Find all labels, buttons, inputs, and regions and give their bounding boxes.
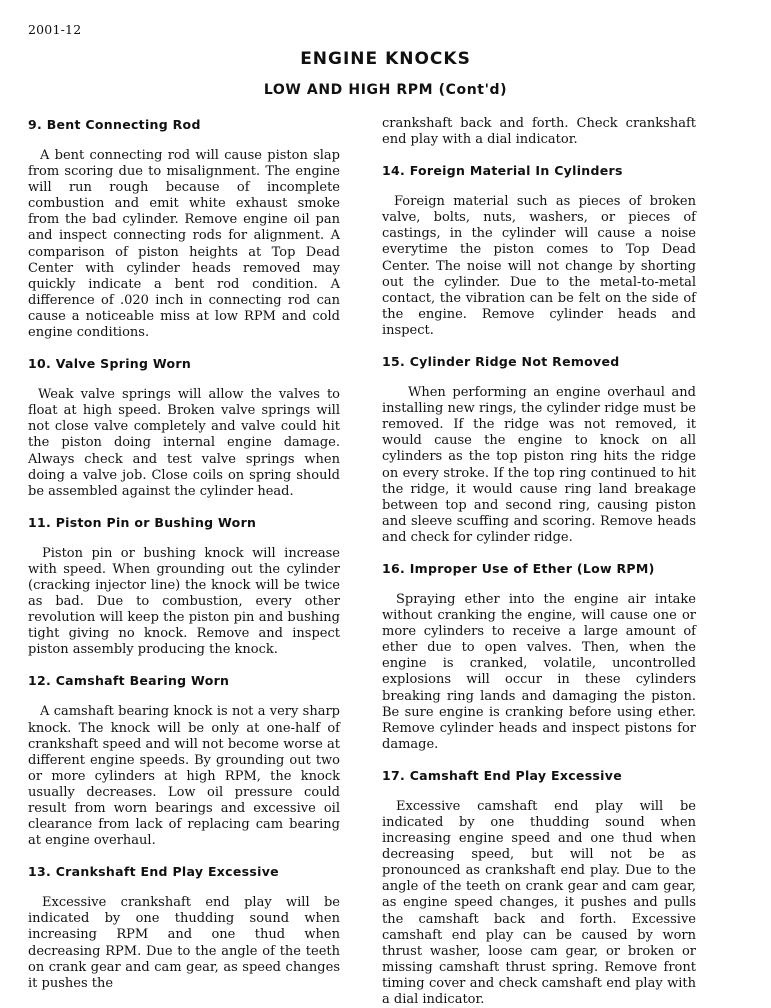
section-heading-camshaft-bearing-worn: 12. Camshaft Bearing Worn <box>28 673 230 689</box>
section-heading-camshaft-end-play: 17. Camshaft End Play Excessive <box>382 767 622 783</box>
section-heading-valve-spring-worn: 10. Valve Spring Worn <box>28 356 192 372</box>
continued-text: crankshaft back and forth. Check crankshaft end play with a dial indicator. <box>382 116 696 148</box>
section-body-crankshaft-end-play: Excessive crankshaft end play will be indicated by one thudding sound when increasing RPM and one thud when decreasing RPM. Due to the angle of the teeth on crank gear and cam gear, as speed changes it pushes the <box>28 895 340 991</box>
section-body-piston-pin-worn: Piston pin or bushing knock will increase with speed. When grounding out the cylinder (cracking injector line) the knock will be twice as bad. Due to combustion, every other revolution will keep the piston pin and bushing tight giving no knock. Remove and inspect piston assembly producing the knock. <box>28 545 340 658</box>
section-heading-cylinder-ridge: 15. Cylinder Ridge Not Removed <box>382 354 620 370</box>
section-heading-piston-pin-worn: 11. Piston Pin or Bushing Worn <box>28 514 257 530</box>
section-heading-bent-connecting-rod: 9. Bent Connecting Rod <box>28 117 201 132</box>
section-heading-improper-ether: 16. Improper Use of Ether (Low RPM) <box>382 560 655 576</box>
right-column <box>382 116 696 1008</box>
section-body-foreign-material: Foreign material such as pieces of broken valve, bolts, nuts, washers, or pieces of castings, in the cylinder will cause a noise everytime the piston comes to Top Dead Center. The noise will not change by shorting out the cylinder. Due to the metal-to-metal contact, the vibration can be felt on the side of the engine. Remove cylinder heads and inspect. <box>382 194 696 338</box>
section-body-improper-ether: Spraying ether into the engine air intake without cranking the engine, will cause one or more cylinders to receive a large amount of ether due to open valves. Then, when the engine is cranked, volatile, uncontrolled explosions will occur in these cylinders breaking ring lands and damaging the piston. Be sure engine is cranking before using ether. Remove cylinder heads and inspect pistons for damage. <box>382 591 696 752</box>
section-body-valve-spring-worn: Weak valve springs will allow the valves to float at high speed. Broken valve springs will not close valve completely and valve could hit the piston doing internal engine damage. Always check and test valve springs when doing a valve job. Close coils on spring should be assembled against the cylinder head. <box>28 387 340 499</box>
section-body-camshaft-end-play: Excessive camshaft end play will be indicated by one thudding sound when increasing engine speed and one thud when decreasing speed, but will not be as pronounced as crankshaft end play. Due to the angle of the teeth on crank gear and cam gear, as engine speed changes, it pushes and pulls the camshaft back and forth. Excessive camshaft end play can be caused by worn thrust washer, loose cam gear, or broken or missing camshaft thrust spring. Remove front timing cover and check camshaft end play with a dial indicator. <box>382 798 696 1008</box>
page-title: ENGINE KNOCKS <box>300 49 471 69</box>
page-subtitle: LOW AND HIGH RPM (Cont'd) <box>263 82 508 98</box>
section-body-camshaft-bearing-worn: A camshaft bearing knock is not a very sharp knock. The knock will be only at one-half of crankshaft speed and will not become worse at different engine speeds. By grounding out two or more cylinders at high RPM, the knock usually decreases. Low oil pressure could result from worn bearings and excessive oil clearance from lack of replacing cam bearing at engine overhaul. <box>28 704 340 849</box>
left-column <box>28 116 340 992</box>
section-body-bent-connecting-rod: A bent connecting rod will cause piston slap from scoring due to misalignment. The engine will run rough because of incomplete combustion and emit white exhaust smoke from the bad cylinder. Remove engine oil pan and inspect connecting rods for alignment. A comparison of piston heights at Top Dead Center with cylinder heads removed may quickly indicate a bent rod condition. A difference of .020 inch in connecting rod can cause a noticeable miss at low RPM and cold engine conditions. <box>28 148 340 341</box>
section-heading-foreign-material: 14. Foreign Material In Cylinders <box>382 163 623 179</box>
section-body-cylinder-ridge: When performing an engine overhaul and installing new rings, the cylinder ridge must be removed. If the ridge was not removed, it would cause the engine to knock on all cylinders as the top piston ring hits the ridge on every stroke. If the top ring continued to hit the ridge, it would cause ring land breakage between top and second ring, causing piston and sleeve scuffing and scoring. Remove heads and check for cylinder ridge. <box>382 385 696 545</box>
section-heading-crankshaft-end-play: 13. Crankshaft End Play Excessive <box>28 864 279 880</box>
page-number: 2001-12 <box>28 22 82 37</box>
